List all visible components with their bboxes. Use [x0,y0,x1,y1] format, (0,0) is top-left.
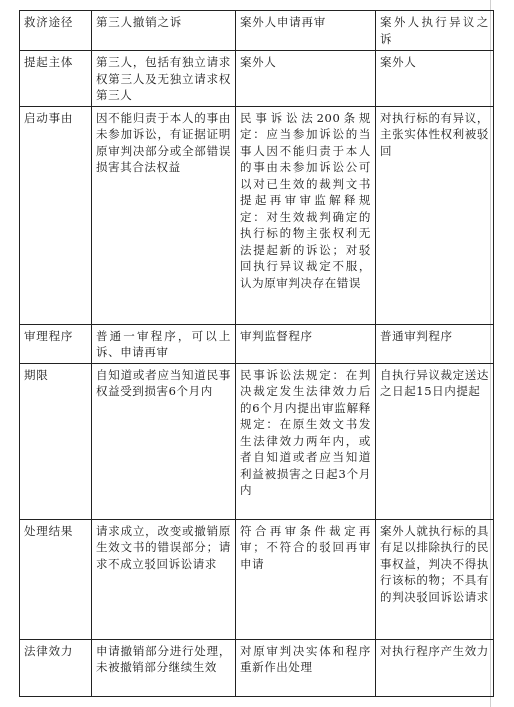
table-cell: 普通一审程序，可以上诉、申请再审 [92,324,236,363]
table-cell: 自执行异议裁定送达之日起15日内提起 [376,363,494,519]
table-cell: 第三人，包括有独立请求权第三人及无独立请求权第三人 [92,51,236,107]
header-cell-remedy: 救济途径 [20,11,92,51]
table-row [20,51,494,107]
table-cell: 案外人 [376,51,494,107]
row-label: 法律效力 [20,639,92,696]
table-cell: 民事诉讼法规定：在判决裁定发生法律效力后的6个月内提出审监解释规定：在原生效文书发生法律效力两年内，或者自知道或者应当知道利益被损害之日起3个月内 [236,363,376,519]
table-cell: 自知道或者应当知道民事权益受到损害6个月内 [92,363,236,519]
table-cell: 民事诉讼法200条规定：应当参加诉讼的当事人因不能归责于本人的事由未参加诉讼公可以对已生效的裁判文书提起再审审监解释规定：对生效裁判确定的执行标的物主张权利无法提起新的诉讼；对驳回执行异议裁定不服，认为原审判决存在错误 [236,106,376,324]
table-header-row [20,11,494,51]
table-cell: 对原审判决实体和程序重新作出处理 [236,639,376,696]
remedy-comparison-table [19,10,494,697]
table-cell: 案外人就执行标的具有足以排除执行的民事权益，判决不得执行该标的物；不具有的判决驳回诉讼请求 [376,519,494,639]
header-cell-execution-objection: 案外人执行异议之诉 [376,11,494,51]
table-row [20,363,494,519]
table-cell: 符合再审条件裁定再审；不符合的驳回再审申请 [236,519,376,639]
table-cell: 对执行标的有异议，主张实体性权利被驳回 [376,106,494,324]
table-row [20,324,494,363]
table-cell: 请求成立，改变或撤销原生效文书的错误部分；请求不成立驳回诉讼请求 [92,519,236,639]
table-row [20,106,494,324]
row-label: 期限 [20,363,92,519]
table-cell: 申请撤销部分进行处理，未被撤销部分继续生效 [92,639,236,696]
row-label: 审理程序 [20,324,92,363]
table-cell: 对执行程序产生效力 [376,639,494,696]
table-cell: 审判监督程序 [236,324,376,363]
table-cell: 普通审判程序 [376,324,494,363]
table-row [20,639,494,696]
row-label: 启动事由 [20,106,92,324]
table-cell: 因不能归责于本人的事由未参加诉讼，有证据证明原审判决部分或全部错误损害其合法权益 [92,106,236,324]
header-cell-outsider-retrial: 案外人申请再审 [236,11,376,51]
row-label: 处理结果 [20,519,92,639]
row-label: 提起主体 [20,51,92,107]
table-cell: 案外人 [236,51,376,107]
header-cell-third-party-revocation: 第三人撤销之诉 [92,11,236,51]
table-row [20,519,494,639]
